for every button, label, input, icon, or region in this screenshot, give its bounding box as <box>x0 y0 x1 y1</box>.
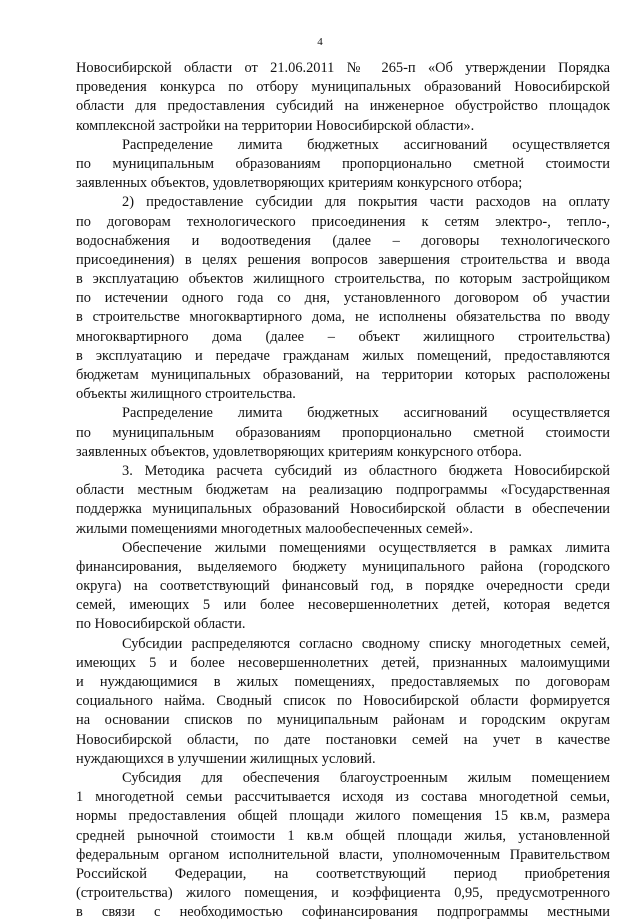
text-line: в эксплуатацию объектов жилищного строительства, по которым застройщиком <box>76 271 610 288</box>
text-line: средней рыночной стоимости 1 кв.м общей площади жилья, установленной <box>76 827 610 844</box>
text-line: по договорам технологического присоединения к сетям электро-, тепло-, <box>76 213 610 230</box>
text-line: Субсидия для обеспечения благоустроенным жилым помещением <box>122 769 610 786</box>
text-line: округа) на соответствующий финансовый год, в порядке очередности среди <box>76 578 610 595</box>
text-line: поддержка муниципальных образований Новосибирской области в обеспечении <box>76 501 610 518</box>
text-line: в строительстве многоквартирного дома, не исполнены обязательства по вводу <box>76 309 610 326</box>
text-line: присоединения) в целях решения вопросов завершения строительства и ввода <box>76 251 610 268</box>
text-line: по муниципальным образованиям пропорционально сметной стоимости <box>76 424 610 441</box>
text-line: по Новосибирской области. <box>76 616 246 633</box>
text-line: Распределение лимита бюджетных ассигнований осуществляется <box>122 136 610 153</box>
text-line: жилыми помещениями многодетных малообеспеченных семей». <box>76 520 473 537</box>
text-line: 3. Методика расчета субсидий из областного бюджета Новосибирской <box>122 462 610 479</box>
text-line: финансирования, выделяемого бюджету муниципального района (городского <box>76 558 610 575</box>
text-line: семей, имеющих 5 или более несовершеннолетних детей, которая ведется <box>76 597 610 614</box>
document-body <box>76 59 610 922</box>
text-line: на основании списков по муниципальным районам и городским округам <box>76 712 610 729</box>
text-line: в связи с необходимостью софинансирования подпрограммы местными <box>76 904 610 921</box>
text-line: и нуждающимися в жилых помещениях, предоставляемых по договорам <box>76 674 610 690</box>
text-line: комплексной застройки на территории Новосибирской области». <box>76 117 475 134</box>
text-line: по истечении одного года со дня, установленного договором об участии <box>76 290 610 307</box>
text-line: социального найма. Сводный список по Новосибирской области формируется <box>76 693 610 710</box>
text-line: Обеспечение жилыми помещениями осуществляется в рамках лимита <box>122 539 610 556</box>
text-line: нормы предоставления общей площади жилого помещения 15 кв.м, размера <box>76 808 610 825</box>
text-line: бюджетам муниципальных образований, на территории которых расположены <box>76 367 610 383</box>
text-line: Субсидии распределяются согласно сводному списку многодетных семей, <box>122 635 610 652</box>
text-line: 2) предоставление субсидии для покрытия части расходов на оплату <box>122 194 610 211</box>
text-line: Новосибирской области от 21.06.2011 № 265-п «Об утверждении Порядка <box>76 60 610 76</box>
text-line: (строительства) жилого помещения, и коэффициента 0,95, предусмотренного <box>76 885 610 902</box>
text-line: Новосибирской области, по дате постановки семей на учет в качестве <box>76 731 610 748</box>
text-line: многоквартирного дома (далее – объект жилищного строительства) <box>76 328 610 345</box>
text-line: нуждающихся в улучшении жилищных условий. <box>76 750 376 767</box>
text-line: федеральным органом исполнительной власти, уполномоченным Правительством <box>76 846 610 863</box>
text-line: области местным бюджетам на реализацию подпрограммы «Государственная <box>76 482 610 499</box>
text-line: водоснабжения и водоотведения (далее – договоры технологического <box>76 232 610 249</box>
page-number: 4 <box>317 36 323 48</box>
text-line: проведения конкурса по отбору муниципальных образований Новосибирской <box>76 79 610 96</box>
text-line: 1 многодетной семьи рассчитывается исходя из состава многодетной семьи, <box>76 789 610 806</box>
text-line: Распределение лимита бюджетных ассигнований осуществляется <box>122 405 610 422</box>
text-line: области для предоставления субсидий на инженерное обустройство площадок <box>76 98 610 115</box>
text-line: объекты жилищного строительства. <box>76 386 296 403</box>
text-line: заявленных объектов, удовлетворяющих критериям конкурсного отбора. <box>76 443 522 460</box>
text-line: заявленных объектов, удовлетворяющих критериям конкурсного отбора; <box>76 175 523 192</box>
text-line: по муниципальным образованиям пропорционально сметной стоимости <box>76 155 610 172</box>
text-line: Российской Федерации, на соответствующий период приобретения <box>76 865 610 882</box>
text-line: имеющих 5 и более несовершеннолетних детей, признанных малоимущими <box>76 654 610 671</box>
text-line: в эксплуатацию и передаче гражданам жилых помещений, предоставляются <box>76 347 610 364</box>
